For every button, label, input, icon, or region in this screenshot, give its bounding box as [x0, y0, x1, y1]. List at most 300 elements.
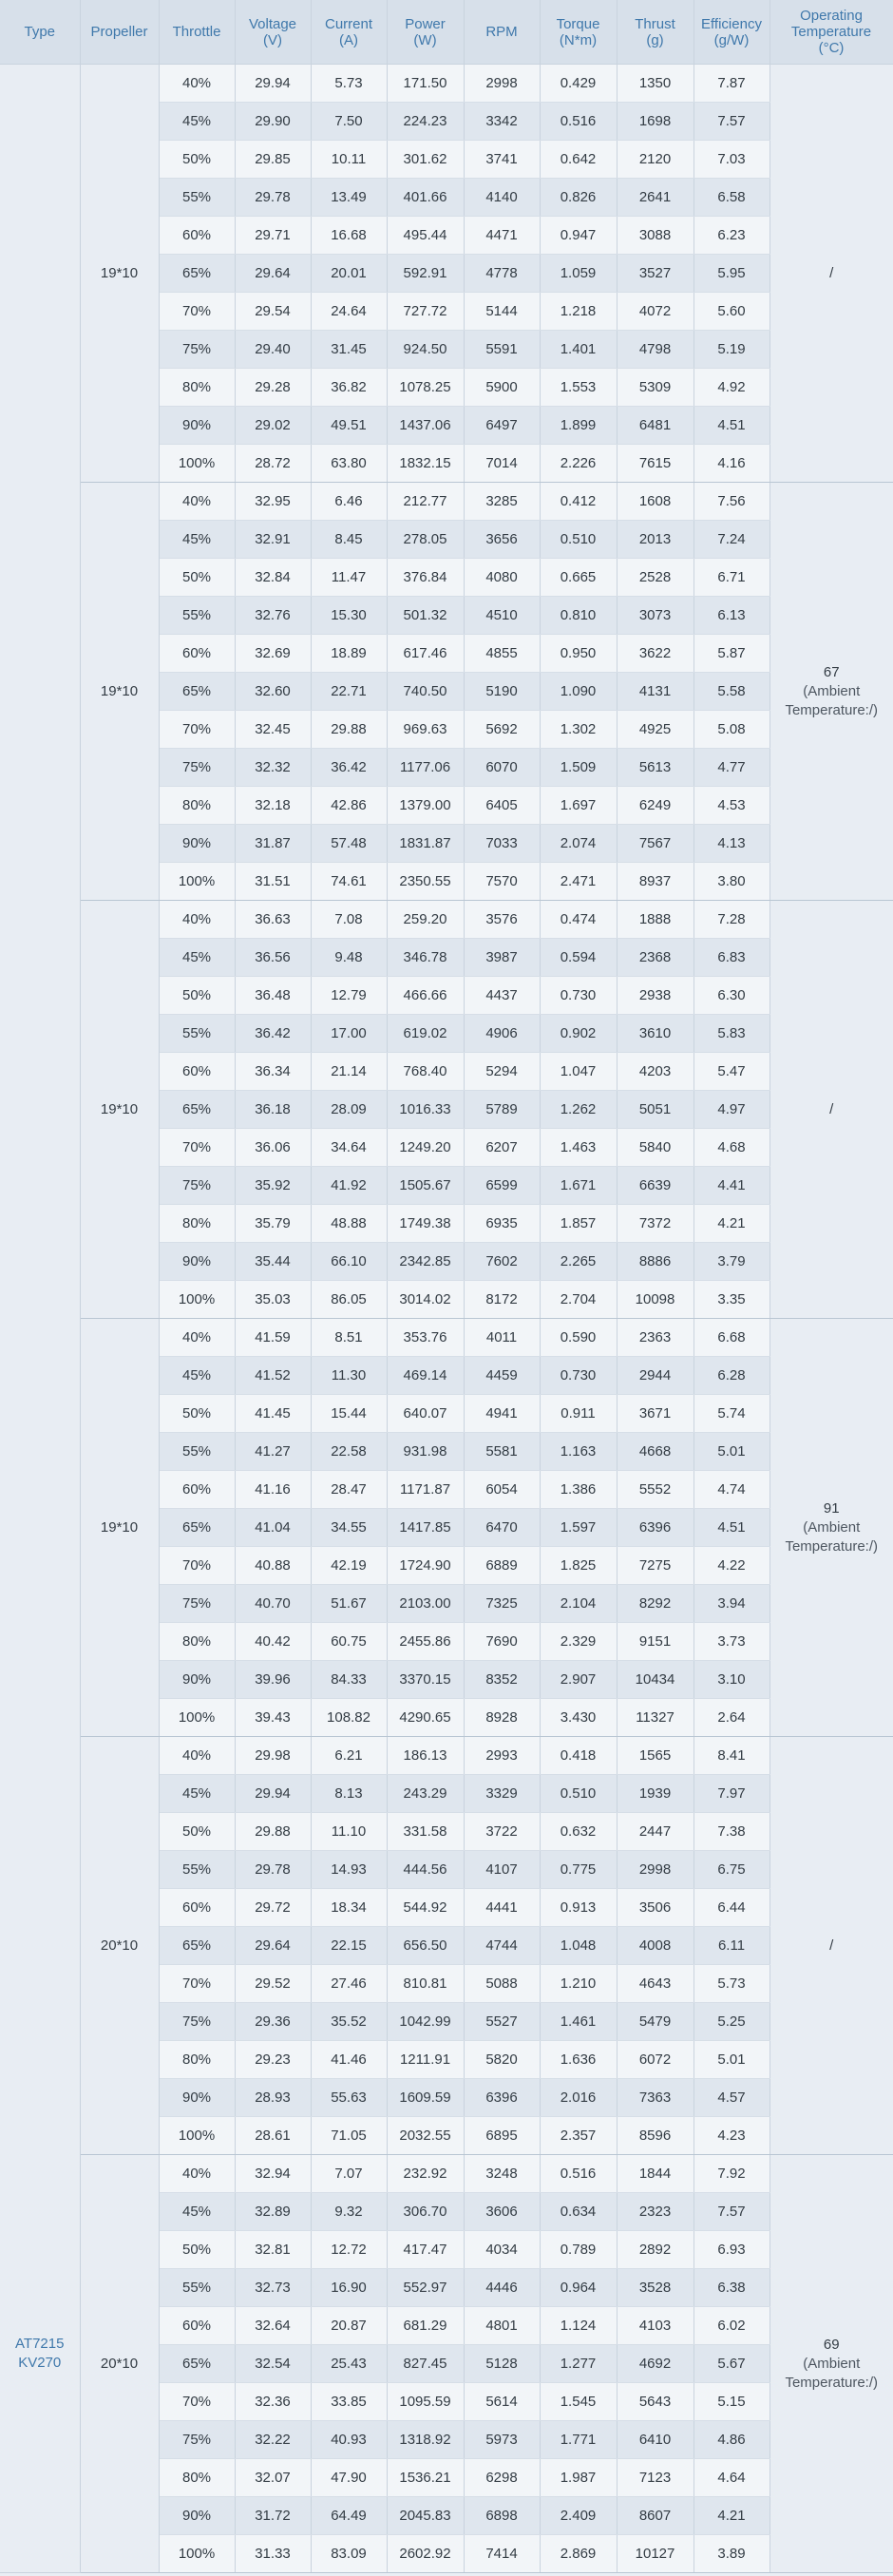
current-cell: 5.73 — [311, 65, 387, 103]
rpm-cell: 5088 — [464, 1965, 540, 2003]
throttle-cell: 100% — [159, 445, 235, 483]
voltage-cell: 36.56 — [235, 939, 311, 977]
efficiency-cell: 6.38 — [694, 2269, 770, 2307]
table-row — [0, 483, 893, 521]
efficiency-cell: 8.41 — [694, 1737, 770, 1775]
rpm-cell: 4011 — [464, 1319, 540, 1357]
voltage-cell: 36.06 — [235, 1129, 311, 1167]
voltage-cell: 32.91 — [235, 521, 311, 559]
rpm-cell: 4034 — [464, 2231, 540, 2269]
current-cell: 36.42 — [311, 749, 387, 787]
current-cell: 8.51 — [311, 1319, 387, 1357]
column-header-power — [387, 0, 464, 65]
torque-cell: 2.016 — [540, 2079, 617, 2117]
throttle-cell: 55% — [159, 1851, 235, 1889]
rpm-cell: 3722 — [464, 1813, 540, 1851]
efficiency-cell: 5.25 — [694, 2003, 770, 2041]
rpm-cell: 3606 — [464, 2193, 540, 2231]
current-cell: 42.86 — [311, 787, 387, 825]
voltage-cell: 32.69 — [235, 635, 311, 673]
temperature-value: 91 — [823, 1499, 840, 1517]
header-row — [0, 0, 893, 65]
throttle-cell: 50% — [159, 1813, 235, 1851]
current-cell: 64.49 — [311, 2497, 387, 2535]
rpm-cell: 4941 — [464, 1395, 540, 1433]
torque-cell: 1.671 — [540, 1167, 617, 1205]
current-cell: 11.10 — [311, 1813, 387, 1851]
power-cell: 212.77 — [387, 483, 464, 521]
efficiency-cell: 7.57 — [694, 103, 770, 141]
throttle-cell: 75% — [159, 331, 235, 369]
torque-cell: 0.510 — [540, 521, 617, 559]
current-cell: 41.46 — [311, 2041, 387, 2079]
voltage-cell: 29.54 — [235, 293, 311, 331]
voltage-cell: 32.07 — [235, 2459, 311, 2497]
rpm-cell: 4107 — [464, 1851, 540, 1889]
thrust-cell: 8886 — [617, 1243, 694, 1281]
current-cell: 21.14 — [311, 1053, 387, 1091]
column-header-rpm — [464, 0, 540, 65]
rpm-cell: 4441 — [464, 1889, 540, 1927]
propeller-cell: 19*10 — [80, 1319, 159, 1737]
throttle-cell: 70% — [159, 1547, 235, 1585]
torque-cell: 0.789 — [540, 2231, 617, 2269]
rpm-cell: 5900 — [464, 369, 540, 407]
throttle-cell: 50% — [159, 2231, 235, 2269]
thrust-cell: 6396 — [617, 1509, 694, 1547]
efficiency-cell: 4.16 — [694, 445, 770, 483]
operating-temperature-cell — [770, 483, 893, 901]
current-cell: 55.63 — [311, 2079, 387, 2117]
throttle-cell: 90% — [159, 825, 235, 863]
voltage-cell: 35.44 — [235, 1243, 311, 1281]
power-cell: 727.72 — [387, 293, 464, 331]
current-cell: 7.50 — [311, 103, 387, 141]
voltage-cell: 32.95 — [235, 483, 311, 521]
thrust-cell: 1844 — [617, 2155, 694, 2193]
rpm-cell: 5692 — [464, 711, 540, 749]
motor-type-cell — [0, 65, 80, 2573]
voltage-cell: 32.84 — [235, 559, 311, 597]
current-cell: 18.34 — [311, 1889, 387, 1927]
rpm-cell: 4744 — [464, 1927, 540, 1965]
efficiency-cell: 4.23 — [694, 2117, 770, 2155]
thrust-cell: 3528 — [617, 2269, 694, 2307]
rpm-cell: 5190 — [464, 673, 540, 711]
current-cell: 8.13 — [311, 1775, 387, 1813]
table-row — [0, 1319, 893, 1357]
voltage-cell: 41.16 — [235, 1471, 311, 1509]
motor-type-label: KV270 — [18, 2355, 62, 2371]
efficiency-cell: 6.13 — [694, 597, 770, 635]
power-cell: 306.70 — [387, 2193, 464, 2231]
current-cell: 22.15 — [311, 1927, 387, 1965]
thrust-cell: 7275 — [617, 1547, 694, 1585]
voltage-cell: 29.23 — [235, 2041, 311, 2079]
efficiency-cell: 5.83 — [694, 1015, 770, 1053]
thrust-cell: 3610 — [617, 1015, 694, 1053]
voltage-cell: 29.88 — [235, 1813, 311, 1851]
current-cell: 16.90 — [311, 2269, 387, 2307]
power-cell: 376.84 — [387, 559, 464, 597]
power-cell: 466.66 — [387, 977, 464, 1015]
torque-cell: 1.857 — [540, 1205, 617, 1243]
throttle-cell: 80% — [159, 787, 235, 825]
torque-cell: 0.810 — [540, 597, 617, 635]
efficiency-cell: 4.68 — [694, 1129, 770, 1167]
thrust-cell: 7372 — [617, 1205, 694, 1243]
current-cell: 18.89 — [311, 635, 387, 673]
efficiency-cell: 7.92 — [694, 2155, 770, 2193]
power-cell: 1095.59 — [387, 2383, 464, 2421]
power-cell: 232.92 — [387, 2155, 464, 2193]
power-cell: 3014.02 — [387, 1281, 464, 1319]
power-cell: 656.50 — [387, 1927, 464, 1965]
thrust-cell: 5552 — [617, 1471, 694, 1509]
table-row — [0, 2155, 893, 2193]
efficiency-cell: 6.44 — [694, 1889, 770, 1927]
column-header-label: Propeller — [90, 24, 148, 40]
current-cell: 20.87 — [311, 2307, 387, 2345]
thrust-cell: 1608 — [617, 483, 694, 521]
rpm-cell: 5144 — [464, 293, 540, 331]
rpm-cell: 3329 — [464, 1775, 540, 1813]
efficiency-cell: 4.64 — [694, 2459, 770, 2497]
power-cell: 1249.20 — [387, 1129, 464, 1167]
throttle-cell: 70% — [159, 293, 235, 331]
torque-cell: 1.697 — [540, 787, 617, 825]
thrust-cell: 6249 — [617, 787, 694, 825]
power-cell: 171.50 — [387, 65, 464, 103]
voltage-cell: 41.27 — [235, 1433, 311, 1471]
rpm-cell: 3342 — [464, 103, 540, 141]
rpm-cell: 8928 — [464, 1699, 540, 1737]
torque-cell: 0.642 — [540, 141, 617, 179]
motor-type-label: AT7215 — [15, 2336, 65, 2352]
throttle-cell: 75% — [159, 1167, 235, 1205]
efficiency-cell: 6.28 — [694, 1357, 770, 1395]
current-cell: 7.08 — [311, 901, 387, 939]
power-cell: 301.62 — [387, 141, 464, 179]
torque-cell: 0.826 — [540, 179, 617, 217]
temperature-value: / — [829, 1937, 834, 1954]
thrust-cell: 5309 — [617, 369, 694, 407]
voltage-cell: 29.94 — [235, 1775, 311, 1813]
throttle-cell: 60% — [159, 635, 235, 673]
rpm-cell: 4140 — [464, 179, 540, 217]
current-cell: 22.71 — [311, 673, 387, 711]
rpm-cell: 7602 — [464, 1243, 540, 1281]
efficiency-cell: 4.77 — [694, 749, 770, 787]
column-header-unit: (V) — [263, 31, 282, 48]
power-cell: 2342.85 — [387, 1243, 464, 1281]
power-cell: 1177.06 — [387, 749, 464, 787]
voltage-cell: 32.60 — [235, 673, 311, 711]
torque-cell: 1.987 — [540, 2459, 617, 2497]
rpm-cell: 5581 — [464, 1433, 540, 1471]
power-cell: 2455.86 — [387, 1623, 464, 1661]
torque-cell: 0.902 — [540, 1015, 617, 1053]
throttle-cell: 60% — [159, 1053, 235, 1091]
current-cell: 9.32 — [311, 2193, 387, 2231]
rpm-cell: 4446 — [464, 2269, 540, 2307]
current-cell: 49.51 — [311, 407, 387, 445]
thrust-cell: 9151 — [617, 1623, 694, 1661]
power-cell: 810.81 — [387, 1965, 464, 2003]
current-cell: 28.47 — [311, 1471, 387, 1509]
thrust-cell: 4103 — [617, 2307, 694, 2345]
voltage-cell: 29.02 — [235, 407, 311, 445]
thrust-cell: 2938 — [617, 977, 694, 1015]
column-header-label: Thrust — [635, 15, 675, 32]
current-cell: 42.19 — [311, 1547, 387, 1585]
efficiency-cell: 7.03 — [694, 141, 770, 179]
power-cell: 552.97 — [387, 2269, 464, 2307]
rpm-cell: 7690 — [464, 1623, 540, 1661]
throttle-cell: 90% — [159, 2497, 235, 2535]
torque-cell: 1.899 — [540, 407, 617, 445]
power-cell: 278.05 — [387, 521, 464, 559]
throttle-cell: 100% — [159, 1699, 235, 1737]
rpm-cell: 6207 — [464, 1129, 540, 1167]
voltage-cell: 41.59 — [235, 1319, 311, 1357]
efficiency-cell: 5.58 — [694, 673, 770, 711]
ambient-temperature-note: (Ambient Temperature:/) — [785, 2355, 879, 2391]
torque-cell: 2.329 — [540, 1623, 617, 1661]
rpm-cell: 4471 — [464, 217, 540, 255]
rpm-cell: 3656 — [464, 521, 540, 559]
torque-cell: 0.516 — [540, 2155, 617, 2193]
efficiency-cell: 6.58 — [694, 179, 770, 217]
thrust-cell: 7363 — [617, 2079, 694, 2117]
power-cell: 2103.00 — [387, 1585, 464, 1623]
thrust-cell: 2998 — [617, 1851, 694, 1889]
efficiency-cell: 5.08 — [694, 711, 770, 749]
power-cell: 224.23 — [387, 103, 464, 141]
throttle-cell: 70% — [159, 711, 235, 749]
power-cell: 1078.25 — [387, 369, 464, 407]
temperature-value: 67 — [823, 663, 840, 680]
power-cell: 1749.38 — [387, 1205, 464, 1243]
current-cell: 84.33 — [311, 1661, 387, 1699]
table-row — [0, 901, 893, 939]
voltage-cell: 29.64 — [235, 1927, 311, 1965]
column-header-propeller — [80, 0, 159, 65]
column-header-unit: (A) — [339, 31, 358, 48]
torque-cell: 1.509 — [540, 749, 617, 787]
thrust-cell: 1350 — [617, 65, 694, 103]
torque-cell: 1.124 — [540, 2307, 617, 2345]
current-cell: 34.55 — [311, 1509, 387, 1547]
voltage-cell: 29.71 — [235, 217, 311, 255]
voltage-cell: 28.93 — [235, 2079, 311, 2117]
voltage-cell: 36.42 — [235, 1015, 311, 1053]
thrust-cell: 6639 — [617, 1167, 694, 1205]
power-cell: 331.58 — [387, 1813, 464, 1851]
rpm-cell: 4510 — [464, 597, 540, 635]
torque-cell: 2.409 — [540, 2497, 617, 2535]
voltage-cell: 32.45 — [235, 711, 311, 749]
thrust-cell: 4131 — [617, 673, 694, 711]
throttle-cell: 60% — [159, 1889, 235, 1927]
thrust-cell: 3088 — [617, 217, 694, 255]
rpm-cell: 4906 — [464, 1015, 540, 1053]
propeller-cell: 19*10 — [80, 65, 159, 483]
voltage-cell: 40.70 — [235, 1585, 311, 1623]
power-cell: 1505.67 — [387, 1167, 464, 1205]
voltage-cell: 29.78 — [235, 1851, 311, 1889]
thrust-cell: 4072 — [617, 293, 694, 331]
voltage-cell: 29.85 — [235, 141, 311, 179]
power-cell: 4290.65 — [387, 1699, 464, 1737]
torque-cell: 1.545 — [540, 2383, 617, 2421]
column-header-label: Type — [24, 24, 56, 40]
efficiency-cell: 5.15 — [694, 2383, 770, 2421]
voltage-cell: 32.94 — [235, 2155, 311, 2193]
current-cell: 57.48 — [311, 825, 387, 863]
current-cell: 20.01 — [311, 255, 387, 293]
power-cell: 592.91 — [387, 255, 464, 293]
power-cell: 544.92 — [387, 1889, 464, 1927]
current-cell: 60.75 — [311, 1623, 387, 1661]
power-cell: 346.78 — [387, 939, 464, 977]
efficiency-cell: 5.74 — [694, 1395, 770, 1433]
torque-cell: 2.226 — [540, 445, 617, 483]
voltage-cell: 36.18 — [235, 1091, 311, 1129]
torque-cell: 0.775 — [540, 1851, 617, 1889]
efficiency-cell: 7.28 — [694, 901, 770, 939]
current-cell: 41.92 — [311, 1167, 387, 1205]
power-cell: 1831.87 — [387, 825, 464, 863]
thrust-cell: 6410 — [617, 2421, 694, 2459]
throttle-cell: 90% — [159, 2079, 235, 2117]
torque-cell: 1.277 — [540, 2345, 617, 2383]
efficiency-cell: 6.23 — [694, 217, 770, 255]
rpm-cell: 7325 — [464, 1585, 540, 1623]
efficiency-cell: 6.75 — [694, 1851, 770, 1889]
torque-cell: 1.553 — [540, 369, 617, 407]
current-cell: 27.46 — [311, 1965, 387, 2003]
power-cell: 1042.99 — [387, 2003, 464, 2041]
torque-cell: 1.218 — [540, 293, 617, 331]
rpm-cell: 4459 — [464, 1357, 540, 1395]
efficiency-cell: 7.57 — [694, 2193, 770, 2231]
efficiency-cell: 4.74 — [694, 1471, 770, 1509]
thrust-cell: 10127 — [617, 2535, 694, 2573]
voltage-cell: 35.92 — [235, 1167, 311, 1205]
temperature-value: / — [829, 1100, 834, 1117]
voltage-cell: 40.42 — [235, 1623, 311, 1661]
efficiency-cell: 4.51 — [694, 1509, 770, 1547]
efficiency-cell: 5.19 — [694, 331, 770, 369]
thrust-cell: 8937 — [617, 863, 694, 901]
voltage-cell: 39.43 — [235, 1699, 311, 1737]
throttle-cell: 70% — [159, 1965, 235, 2003]
power-cell: 1536.21 — [387, 2459, 464, 2497]
torque-cell: 1.461 — [540, 2003, 617, 2041]
rpm-cell: 5973 — [464, 2421, 540, 2459]
thrust-cell: 1888 — [617, 901, 694, 939]
voltage-cell: 29.64 — [235, 255, 311, 293]
efficiency-cell: 6.83 — [694, 939, 770, 977]
column-header-label: Power — [405, 15, 446, 32]
efficiency-cell: 6.30 — [694, 977, 770, 1015]
torque-cell: 0.594 — [540, 939, 617, 977]
rpm-cell: 5128 — [464, 2345, 540, 2383]
torque-cell: 1.090 — [540, 673, 617, 711]
table-row — [0, 1737, 893, 1775]
torque-cell: 0.913 — [540, 1889, 617, 1927]
throttle-cell: 50% — [159, 1395, 235, 1433]
efficiency-cell: 7.38 — [694, 1813, 770, 1851]
column-header-label: Throttle — [172, 24, 221, 40]
rpm-cell: 5527 — [464, 2003, 540, 2041]
torque-cell: 0.412 — [540, 483, 617, 521]
throttle-cell: 45% — [159, 2193, 235, 2231]
voltage-cell: 31.33 — [235, 2535, 311, 2573]
current-cell: 47.90 — [311, 2459, 387, 2497]
throttle-cell: 100% — [159, 2117, 235, 2155]
thrust-cell: 4203 — [617, 1053, 694, 1091]
rpm-cell: 6470 — [464, 1509, 540, 1547]
power-cell: 186.13 — [387, 1737, 464, 1775]
power-cell: 2032.55 — [387, 2117, 464, 2155]
voltage-cell: 32.22 — [235, 2421, 311, 2459]
rpm-cell: 3248 — [464, 2155, 540, 2193]
power-cell: 1417.85 — [387, 1509, 464, 1547]
torque-cell: 1.302 — [540, 711, 617, 749]
efficiency-cell: 4.41 — [694, 1167, 770, 1205]
power-cell: 1437.06 — [387, 407, 464, 445]
rpm-cell: 8172 — [464, 1281, 540, 1319]
rpm-cell: 6898 — [464, 2497, 540, 2535]
column-header-label: Operating Temperature — [790, 8, 872, 40]
temperature-value: 69 — [823, 2336, 840, 2353]
table-row — [0, 65, 893, 103]
torque-cell: 0.947 — [540, 217, 617, 255]
current-cell: 35.52 — [311, 2003, 387, 2041]
thrust-cell: 3073 — [617, 597, 694, 635]
throttle-cell: 100% — [159, 2535, 235, 2573]
thrust-cell: 6481 — [617, 407, 694, 445]
thrust-cell: 5479 — [617, 2003, 694, 2041]
thrust-cell: 4668 — [617, 1433, 694, 1471]
throttle-cell: 70% — [159, 2383, 235, 2421]
torque-cell: 1.210 — [540, 1965, 617, 2003]
current-cell: 14.93 — [311, 1851, 387, 1889]
power-cell: 2602.92 — [387, 2535, 464, 2573]
throttle-cell: 45% — [159, 1775, 235, 1813]
power-cell: 768.40 — [387, 1053, 464, 1091]
torque-cell: 0.418 — [540, 1737, 617, 1775]
voltage-cell: 29.98 — [235, 1737, 311, 1775]
torque-cell: 2.265 — [540, 1243, 617, 1281]
throttle-cell: 55% — [159, 2269, 235, 2307]
torque-cell: 0.429 — [540, 65, 617, 103]
torque-cell: 1.047 — [540, 1053, 617, 1091]
voltage-cell: 41.04 — [235, 1509, 311, 1547]
efficiency-cell: 3.79 — [694, 1243, 770, 1281]
current-cell: 8.45 — [311, 521, 387, 559]
torque-cell: 2.074 — [540, 825, 617, 863]
power-cell: 1609.59 — [387, 2079, 464, 2117]
efficiency-cell: 2.64 — [694, 1699, 770, 1737]
rpm-cell: 6889 — [464, 1547, 540, 1585]
current-cell: 108.82 — [311, 1699, 387, 1737]
current-cell: 13.49 — [311, 179, 387, 217]
torque-cell: 1.401 — [540, 331, 617, 369]
power-cell: 1832.15 — [387, 445, 464, 483]
